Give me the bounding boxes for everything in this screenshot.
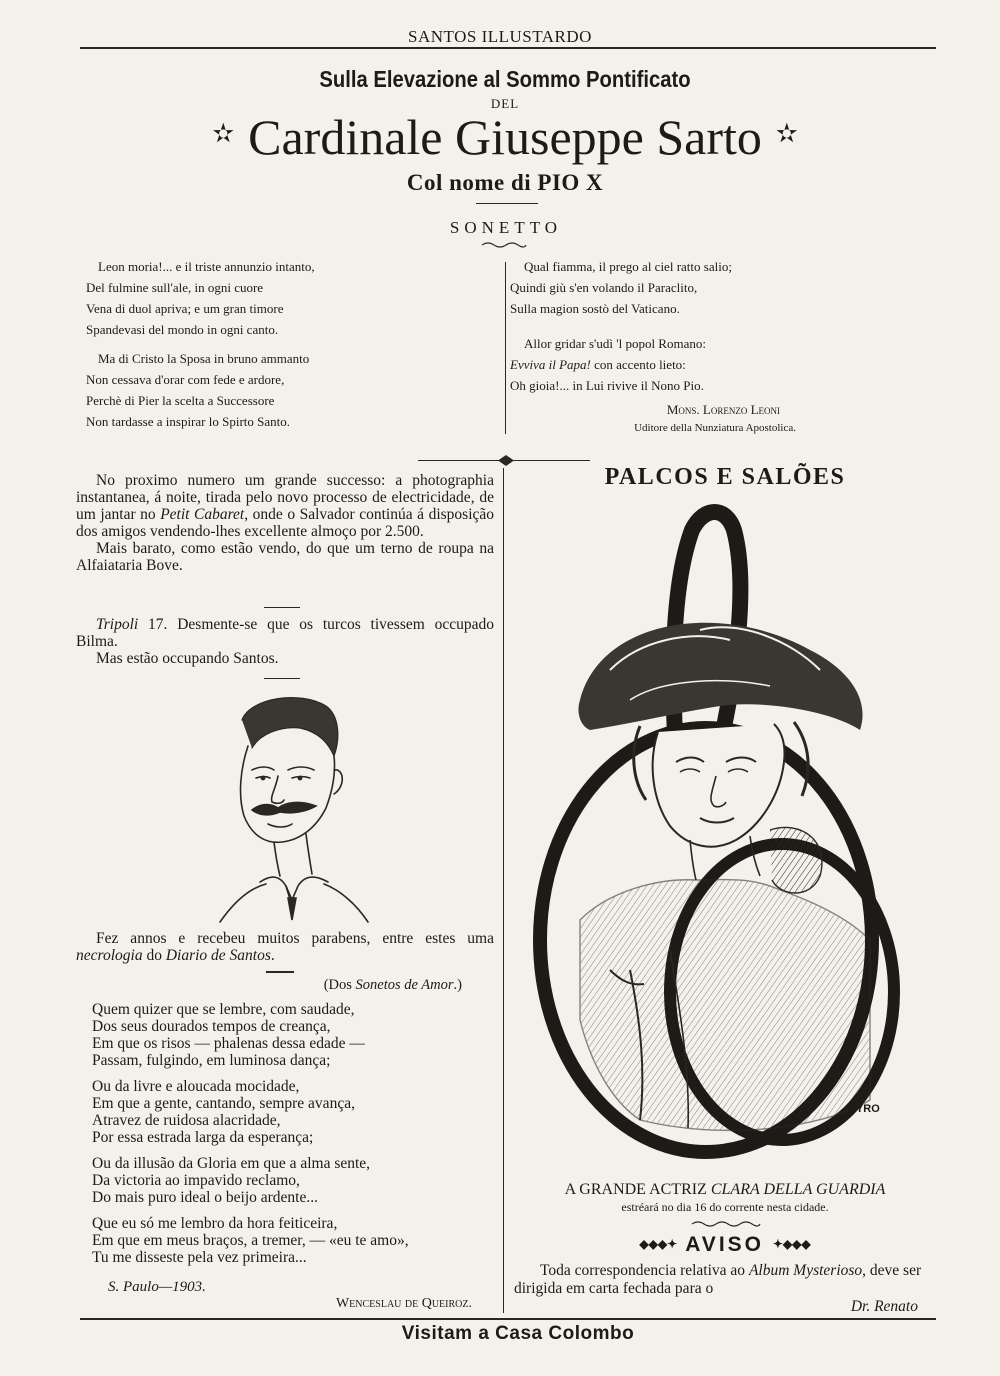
short-rule (264, 678, 300, 679)
wave-ornament (690, 1219, 762, 1227)
aviso-addressee: Dr. Renato (850, 1298, 918, 1315)
title-rule (476, 203, 538, 204)
short-rule (264, 607, 300, 608)
paragraph-italic: necrologia (76, 947, 143, 964)
paragraph-text: . (270, 947, 275, 964)
poem-line: Vena di duol apriva; e um gran timore (86, 301, 284, 316)
poem-line: Dos seus dourados tempos de creança, (92, 1018, 331, 1035)
poem-line: Ma di Cristo la Sposa in bruno ammanto (98, 351, 310, 366)
aviso-heading (520, 1233, 930, 1257)
poem-italic: Evviva il Papa! (510, 357, 591, 372)
source-text: .) (453, 977, 462, 993)
poem-line: Allor gridar s'udì 'l popol Romano: (524, 336, 706, 351)
poem-line: Da victoria ao impavido reclamo, (92, 1172, 300, 1189)
poem-line (510, 354, 920, 375)
article-del: DEL (490, 96, 520, 111)
paragraph (76, 616, 494, 650)
poem-line: Qual fiamma, il prego al ciel ratto salio; (524, 259, 732, 274)
sonetto-label: SONETTO (449, 218, 563, 237)
actress-caption (520, 1181, 930, 1199)
source-italic: Sonetos de Amor (355, 977, 454, 993)
sonetto-author: Mons. Lorenzo Leoni (666, 402, 780, 417)
ornament-icon: ◆◆◆✦ (639, 1237, 678, 1251)
stanza (510, 333, 920, 396)
paragraph-text: 17. Desmente-se que os turcos tivessem occupado Bilma. (76, 616, 494, 650)
sonetto-left (82, 256, 502, 432)
poem-text: con accento lieto: (590, 357, 686, 372)
stanza (92, 1001, 492, 1069)
paragraph (76, 930, 494, 964)
paragraph-italic: Album Mysterioso (748, 1262, 863, 1279)
stanza (82, 256, 502, 340)
wave-ornament (480, 240, 528, 248)
footer-advert: Visitam a Casa Colombo (401, 1323, 635, 1344)
poem-line: Ou da illusão da Gloria em que a alma sente, (92, 1155, 371, 1172)
poem-line: Non tardasse a inspirar lo Spirto Santo. (86, 414, 290, 429)
poem-line: Em que a gente, cantando, sempre avança, (92, 1095, 355, 1112)
aviso-text (514, 1262, 938, 1297)
paragraph (514, 1262, 938, 1297)
left-column-2 (76, 616, 494, 667)
poem-line: Passam, fulgindo, em luminosa dança; (92, 1052, 331, 1069)
poem-line: Non cessava d'orar com fede e ardore, (86, 372, 285, 387)
article-title (0, 108, 1000, 166)
stanza (92, 1215, 492, 1266)
section-title: PALCOS E SALÕES (604, 464, 846, 490)
short-rule (266, 971, 294, 973)
poem-line: Tu me disseste pela vez primeira... (92, 1249, 307, 1266)
poem-line: Por essa estrada larga da esperança; (92, 1129, 314, 1146)
illustration-signature: NYRO (848, 1103, 880, 1115)
star-icon: ✫ (212, 119, 235, 148)
place-date: S. Paulo—1903. (108, 1279, 206, 1295)
sonnet (92, 1001, 492, 1266)
poem-line: Atravez de ruidosa alacridade, (92, 1112, 281, 1129)
source-text: (Dos (323, 977, 356, 993)
poem-line: Oh gioia!... in Lui rivive il Nono Pio. (510, 378, 704, 393)
paragraph: Mais barato, como estão vendo, do que um terno de roupa na Alfaiataria Bove. (76, 540, 494, 574)
poem-line: Spandevasi del mondo in ogni canto. (86, 322, 279, 337)
caricature-illustration (200, 690, 380, 926)
poem-line: Que eu só me lembro da hora feiticeira, (92, 1215, 338, 1232)
running-head: SANTOS ILLUSTARDO (408, 27, 592, 46)
paragraph-text: , deve ser dirigida em carta fechada para o (514, 1262, 922, 1297)
paragraph-text: Toda correspondencia relativa ao (540, 1262, 749, 1279)
article-heading: Sulla Elevazione al Sommo Pontificato (319, 66, 691, 92)
paragraph (76, 472, 494, 540)
left-column (76, 472, 494, 574)
aviso-title: AVISO (685, 1233, 764, 1256)
poem-line: Em que em meus braços, a tremer, — «eu te amo», (92, 1232, 409, 1249)
poem-line: Em que os risos — phalenas dessa edade — (92, 1035, 365, 1052)
paragraph-italic: Diario de Santos (165, 947, 271, 964)
poem-line: Quindi giù s'en volando il Paraclito, (510, 280, 698, 295)
sonnet-source (230, 977, 462, 994)
paragraph: Mas estão occupando Santos. (96, 650, 279, 667)
poem-line: Sulla magion sostò del Vaticano. (510, 301, 680, 316)
poem-line: Del fulmine sull'ale, in ogni cuore (86, 280, 264, 295)
caption-italic: CLARA DELLA GUARDIA (710, 1181, 886, 1198)
poem-line: Perchè di Pier la scelta a Successore (86, 393, 275, 408)
article-title-text: Cardinale Giuseppe Sarto (248, 109, 762, 165)
paragraph-text: , onde o Salvador continúa á disposição dos amigos vendendo-lhes excellente almoço por 2.500. (76, 506, 495, 540)
poem-line: Quem quizer que se lembre, com saudade, (92, 1001, 355, 1018)
ornament-icon: ✦◆◆◆ (772, 1237, 811, 1251)
stanza (92, 1155, 492, 1206)
paragraph-text: do (142, 947, 166, 964)
poem-line: Leon moria!... e il triste annunzio intanto, (98, 259, 315, 274)
footer-rule (80, 1318, 936, 1320)
caption-text: A GRANDE ACTRIZ (564, 1181, 711, 1198)
poem-line: Do mais puro ideal o beijo ardente... (92, 1189, 318, 1206)
stanza (92, 1078, 492, 1146)
paragraph-italic: Petit Cabaret (160, 506, 245, 523)
sonetto-right (510, 256, 920, 396)
sonetto-author-role: Uditore della Nunziatura Apostolica. (634, 422, 796, 434)
column-divider (503, 468, 504, 1313)
poem-line: Ou da livre e aloucada mocidade, (92, 1078, 300, 1095)
stanza (510, 256, 920, 319)
paragraph-italic: Tripoli (96, 616, 139, 633)
sonetto-divider (505, 262, 506, 434)
paragraph-text: Fez annos e recebeu muitos parabens, entre estes uma (96, 930, 494, 947)
header-rule (80, 47, 936, 49)
actress-illustration (520, 500, 930, 1175)
article-subtitle: Col nome di PIO X (406, 170, 604, 195)
diamond-ornament (494, 455, 518, 466)
stanza (82, 348, 502, 432)
left-column-3 (76, 930, 494, 964)
sonnet-author: Wenceslau de Queiroz. (335, 1296, 472, 1311)
star-icon: ✫ (775, 119, 798, 148)
actress-caption-sub: estréará no dia 16 do corrente nesta cidade. (621, 1200, 829, 1214)
paragraph-text: No proximo numero um grande successo: a photographia instantanea, á noite, tirada pelo novo processo de electricidade, de um jantar no (76, 472, 494, 523)
